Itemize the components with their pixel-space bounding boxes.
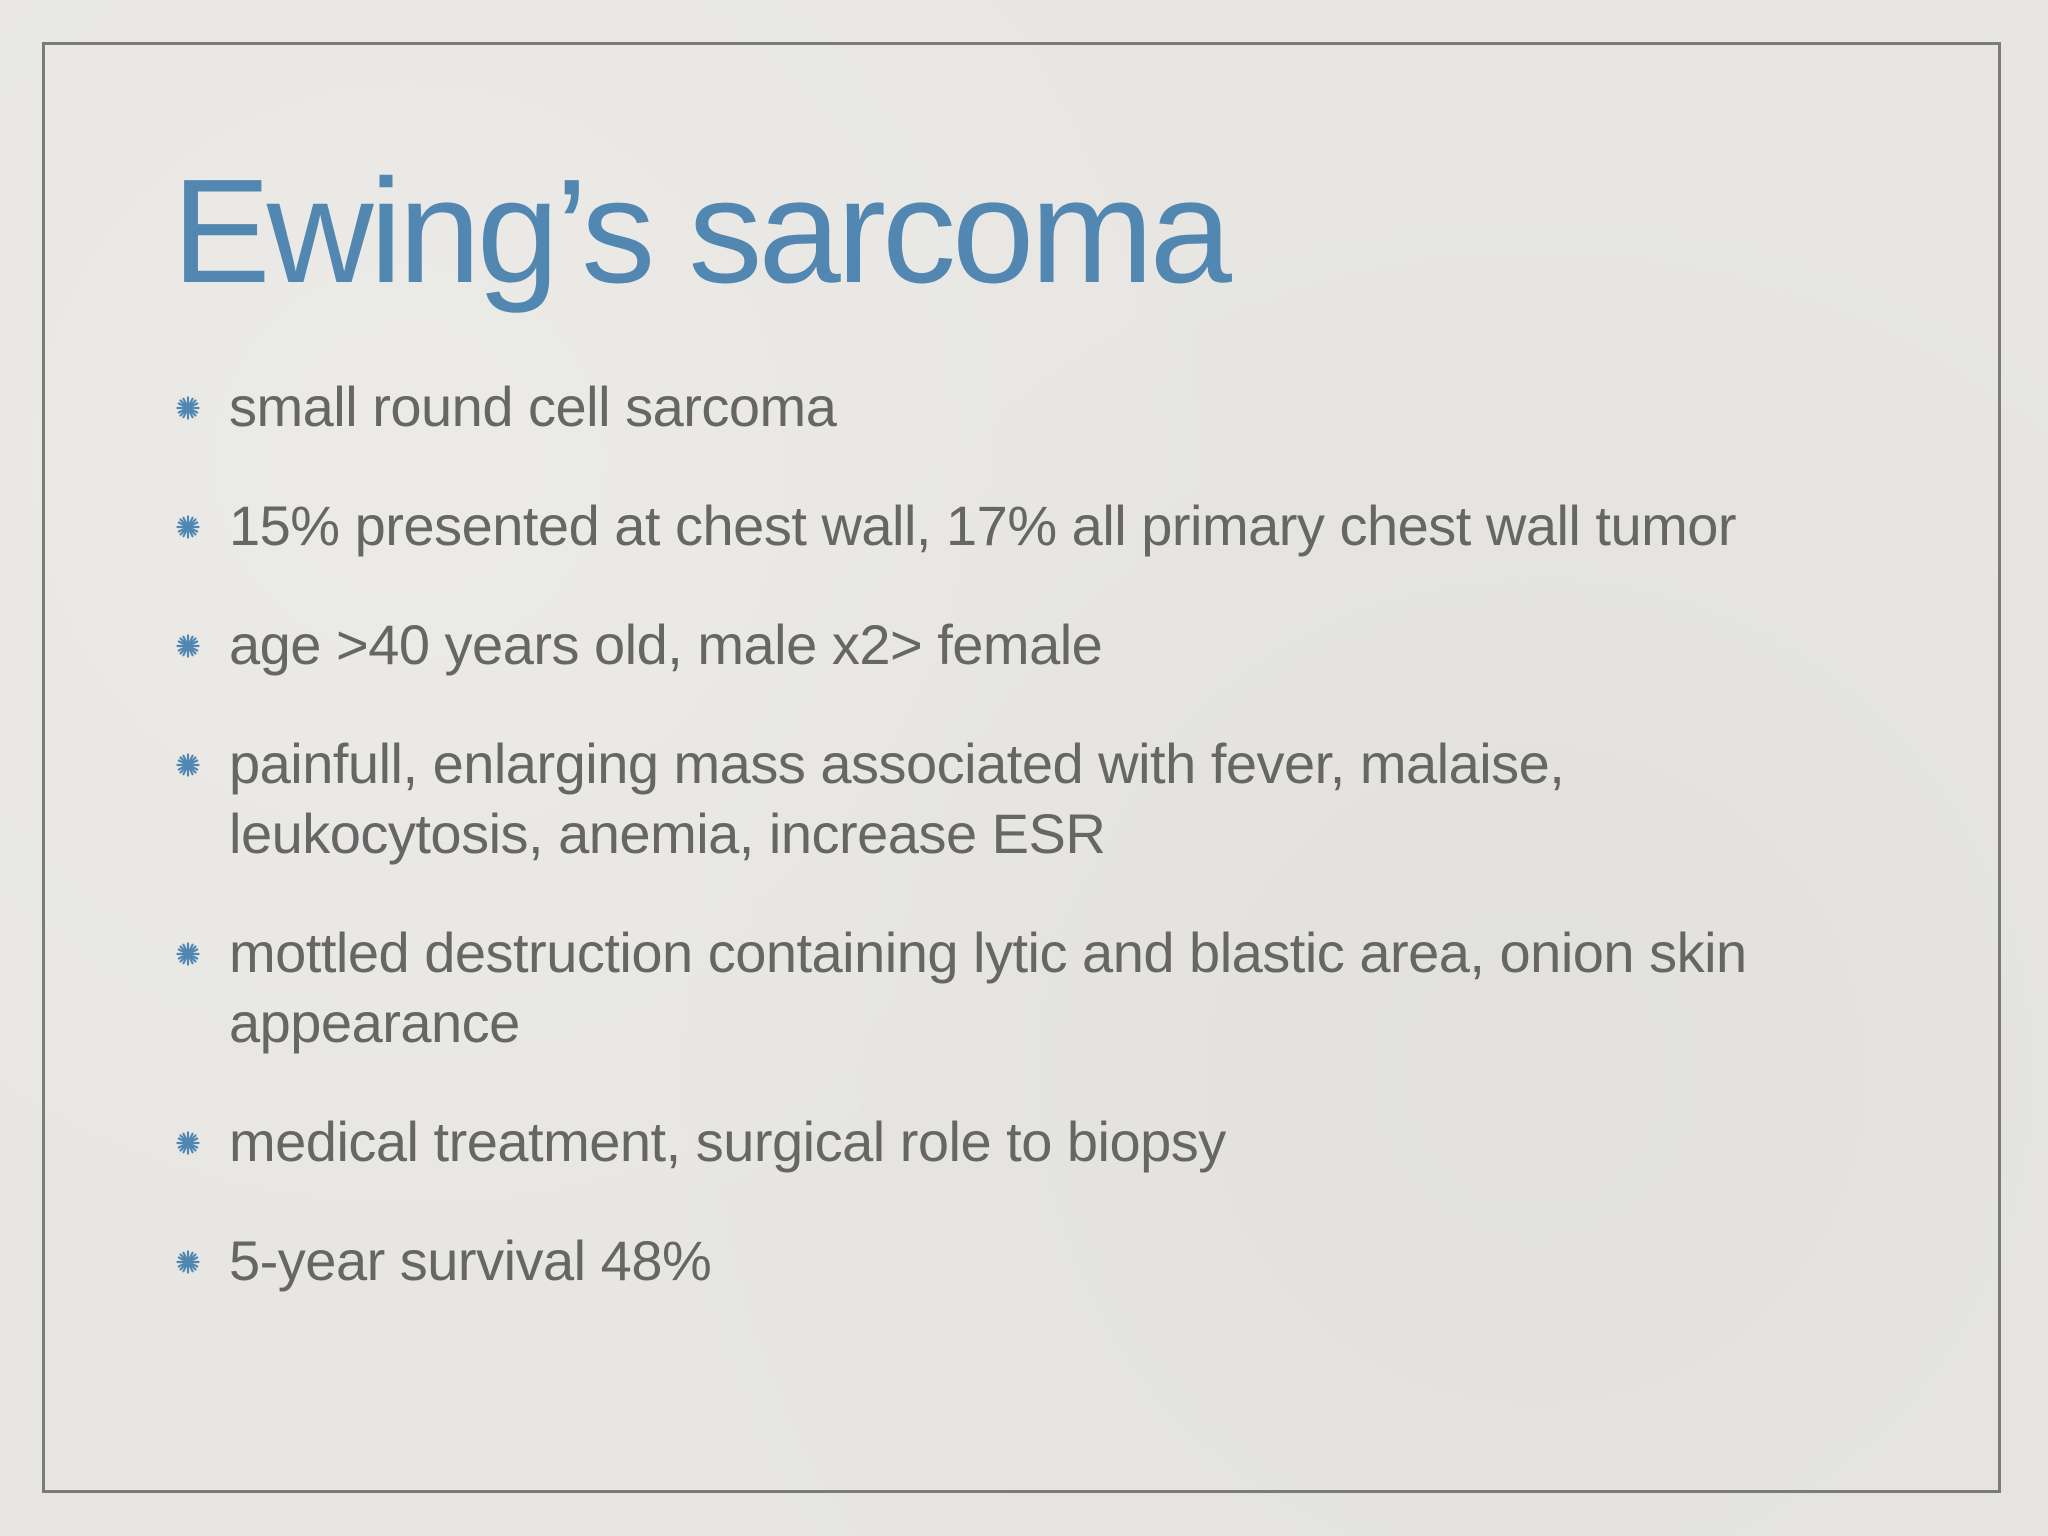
bullet-item <box>172 610 1892 680</box>
bullet-item <box>172 918 1892 1058</box>
asterisk-icon <box>172 1107 229 1177</box>
bullet-list <box>172 372 1892 1345</box>
asterisk-icon <box>172 918 229 988</box>
slide-title: Ewing’s sarcoma <box>172 149 1228 314</box>
bullet-text: medical treatment, surgical role to biopsy <box>229 1110 1226 1173</box>
bullet-text: painfull, enlarging mass associated with fever, malaise, leukocytosis, anemia, increase ESR <box>229 732 1565 865</box>
asterisk-icon <box>172 1226 229 1296</box>
bullet-item <box>172 372 1892 442</box>
bullet-text: small round cell sarcoma <box>229 375 837 438</box>
bullet-text: 15% presented at chest wall, 17% all primary chest wall tumor <box>229 494 1737 557</box>
asterisk-icon <box>172 729 229 799</box>
bullet-text: age >40 years old, male x2> female <box>229 613 1103 676</box>
asterisk-icon <box>172 610 229 680</box>
bullet-text: 5-year survival 48% <box>229 1229 712 1292</box>
bullet-item <box>172 729 1892 869</box>
bullet-item <box>172 1226 1892 1296</box>
bullet-item <box>172 491 1892 561</box>
bullet-text: mottled destruction containing lytic and blastic area, onion skin appearance <box>229 921 1747 1054</box>
asterisk-icon <box>172 372 229 442</box>
asterisk-icon <box>172 491 229 561</box>
bullet-item <box>172 1107 1892 1177</box>
